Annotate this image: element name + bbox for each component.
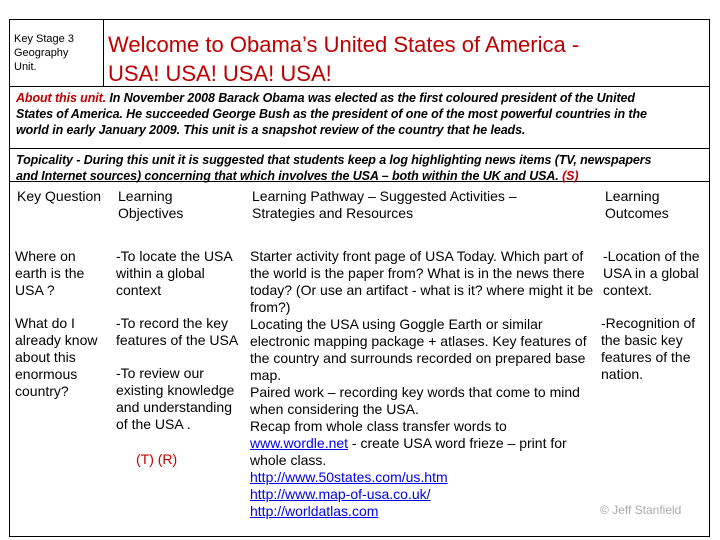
about-text-1: In November 2008 Barack Obama was elected as the first coloured president of the United — [109, 91, 635, 105]
outcome-2: -Recognition of the basic key features of the nation. — [601, 315, 696, 382]
topicality-section — [9, 149, 710, 182]
outcome-1: -Location of the USA in a global context. — [603, 248, 700, 298]
wordle-text: - create USA word frieze – print for — [348, 435, 567, 451]
pathway-text: Starter activity front page of USA Today. Which part of the world is the paper from? What is in the news there today? (Or use an artifact - what is it? where might it be from?) Locating the USA using Goggle Earth or similar electronic mapping package + atlases. Key features of the country and surrounds recorded on prepared base map. Paired work – recording key words that come to mind when considering the USA. Recap from whole class transfer words to www.wordle.net - create USA word frieze – print for whole class. http://www.50states.com/us.htm http://www.map-of-usa.co.uk/ http://worldatlas.com — [250, 248, 600, 520]
header-objectives: Learning Objectives — [118, 188, 184, 221]
link-50states[interactable]: http://www.50states.com/us.htm — [250, 469, 448, 485]
title-line-1: Welcome to Obama’s United States of America - — [108, 32, 580, 57]
subject-label: Geography — [14, 47, 69, 59]
header-outcomes: Learning Outcomes — [605, 188, 669, 221]
objective-1: -To locate the USA within a global context — [116, 248, 233, 298]
title-box — [104, 19, 710, 87]
wordle-after: whole class. — [250, 452, 327, 468]
objectives-tags: (T) (R) — [136, 451, 178, 467]
objective-2: -To record the key features of the USA — [116, 315, 239, 348]
link-worldatlas[interactable]: http://worldatlas.com — [250, 503, 379, 519]
link-map-of-usa[interactable]: http://www.map-of-usa.co.uk/ — [250, 486, 431, 502]
topicality-line-1: Topicality - During this unit it is suggested that students keep a log highlighting news items (TV, newspapers — [16, 153, 652, 167]
objective-3: -To review our existing knowledge and understanding of the USA . — [116, 365, 235, 432]
header-key-question: Key Question — [17, 188, 102, 204]
wordle-link[interactable]: www.wordle.net — [250, 435, 349, 451]
about-text-3: world in early January 2009. This unit is a snapshot review of the country that he leads. — [16, 123, 526, 137]
about-section — [9, 87, 710, 149]
question-2: What do I already know about this enormous country? — [15, 315, 98, 399]
header-pathway: Learning Pathway – Suggested Activities – Strategies and Resources — [252, 188, 517, 221]
question-1: Where on earth is the USA ? — [15, 248, 85, 298]
copyright-watermark: © Jeff Stanfield — [600, 503, 682, 517]
topicality-line-2: and Internet sources) concerning that which involves the USA – both within the UK and USA. — [16, 169, 559, 183]
key-stage-box — [9, 19, 104, 87]
about-text-2: States of America. He succeeded George Bush as the president of one of the most powerful countries in the — [16, 107, 647, 121]
topicality-tag: (S) — [562, 169, 579, 183]
stage-label: Key Stage 3 — [14, 33, 74, 45]
unit-label: Unit. — [14, 61, 37, 73]
title-line-2: USA! USA! USA! USA! — [108, 61, 332, 86]
about-label: About this unit. — [16, 91, 107, 105]
